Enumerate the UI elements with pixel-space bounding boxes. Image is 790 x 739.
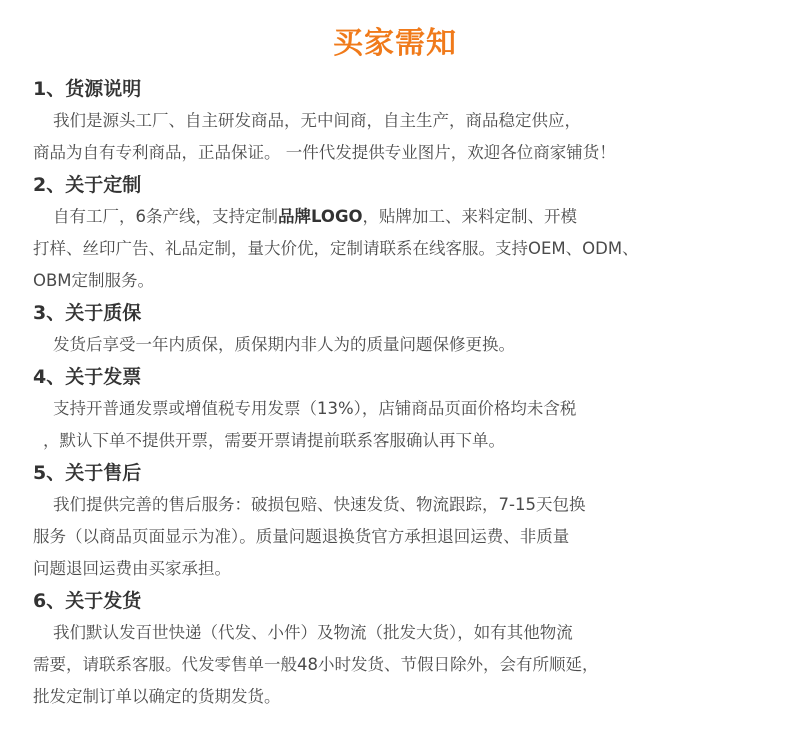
section-heading: 3、关于质保: [33, 302, 142, 324]
section-heading: 6、关于发货: [33, 590, 142, 612]
section-text-line: 我们默认发百世快递（代发、小件）及物流（批发大货），如有其他物流: [53, 623, 573, 642]
page-title: 买家需知: [333, 26, 457, 61]
section-customization: [33, 169, 763, 297]
section-text-line: 支持开普通发票或增值税专用发票（13%），店铺商品页面价格均未含税: [53, 399, 577, 418]
brand-logo-emphasis: 品牌LOGO: [278, 207, 363, 226]
section-heading: 1、货源说明: [33, 78, 142, 100]
section-text-line: 我们提供完善的售后服务：破损包赔、快速发货、物流跟踪，7-15天包换: [53, 495, 586, 514]
section-text-line: OBM定制服务。: [33, 271, 155, 290]
section-heading: 4、关于发票: [33, 366, 142, 388]
section-text-line: 打样、丝印广告、礼品定制，量大价优，定制请联系在线客服。支持OEM、ODM、: [33, 239, 639, 258]
section-text-line: 商品为自有专利商品，正品保证。 一件代发提供专业图片，欢迎各位商家铺货！: [33, 143, 616, 162]
text-segment: ，贴牌加工、来料定制、开模: [362, 207, 578, 226]
section-text-line: ，默认下单不提供开票，需要开票请提前联系客服确认再下单。: [43, 431, 505, 450]
section-invoice: [33, 361, 763, 457]
text-segment: 自有工厂，6条产线，支持定制: [53, 207, 278, 226]
section-text-line: 发货后享受一年内质保，质保期内非人为的质量问题保修更换。: [53, 335, 515, 354]
section-heading: 5、关于售后: [33, 462, 142, 484]
section-after-sales: [33, 457, 763, 585]
section-text-line: 需要，请联系客服。代发零售单一般48小时发货、节假日除外，会有所顺延，: [33, 655, 599, 674]
section-source: [33, 73, 763, 169]
section-text-line: 服务（以商品页面显示为准）。质量问题退换货官方承担退回运费、非质量: [33, 527, 570, 546]
section-text-line: 批发定制订单以确定的货期发货。: [33, 687, 281, 706]
section-text-line: 问题退回运费由买家承担。: [33, 559, 231, 578]
section-shipping: [33, 585, 763, 713]
section-warranty: [33, 297, 763, 361]
section-text-line: 我们是源头工厂、自主研发商品，无中间商，自主生产，商品稳定供应，: [53, 111, 581, 130]
section-heading: 2、关于定制: [33, 174, 142, 196]
section-text-line: [33, 201, 763, 233]
